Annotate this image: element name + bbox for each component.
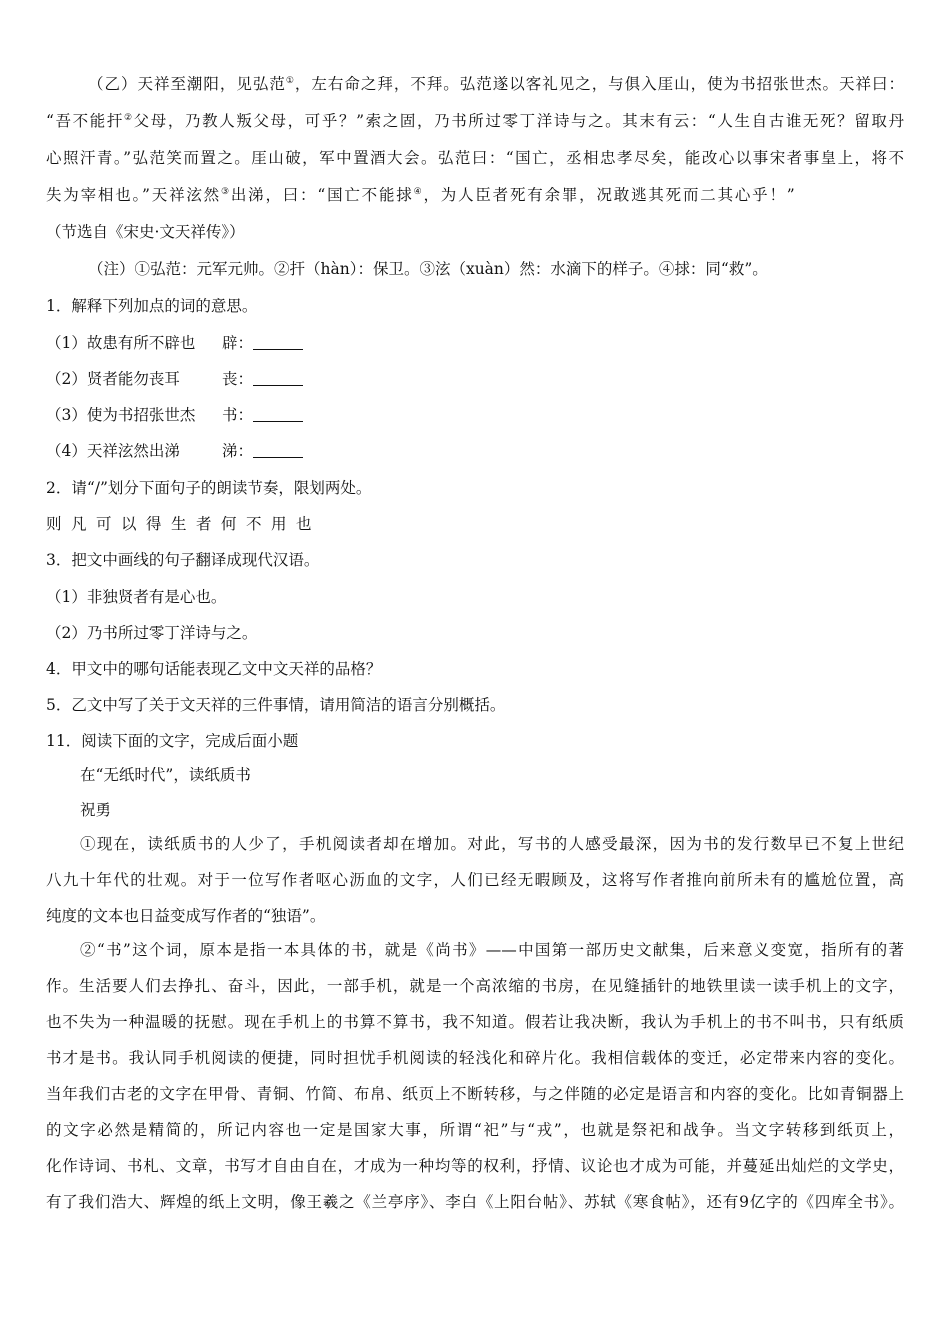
paragraph-1-line-3: 纯度的文本也日益变成写作者的“独语”。 [46, 907, 326, 925]
q1-sentence: （4）天祥泫然出涕 [46, 442, 180, 460]
passage-b-line-4 [46, 185, 797, 205]
q1-word: 书： [222, 406, 254, 424]
paragraph-2-line-4: 书才是书。我认同手机阅读的便捷，同时担忧手机阅读的轻浅化和碎片化。我相信载体的变迁，必定带来内容的变化。 [46, 1049, 904, 1067]
paragraph-2-line-3: 也不失为一种温暖的抚慰。现在手机上的书算不算书，我不知道。假若让我决断，我认为手机上的书不叫书，只有纸质 [46, 1013, 904, 1031]
footnote-mark: ③ [220, 187, 231, 197]
text-run: “吾不能扞 [46, 112, 124, 130]
question-3: 3．把文中画线的句子翻译成现代汉语。 [46, 551, 320, 569]
passage-b-line-1 [88, 74, 904, 94]
q1-sentence: （3）使为书招张世杰 [46, 406, 196, 424]
q1-sentence: （1）故患有所不辟也 [46, 334, 196, 352]
footnote-mark: ④ [413, 187, 424, 197]
answer-blank[interactable] [253, 335, 303, 350]
text-run: （乙）天祥至潮阳，见弘范 [88, 75, 286, 93]
question-2: 2．请“/”划分下面句子的朗读节奏，限划两处。 [46, 479, 372, 497]
q1-item-3 [46, 405, 303, 425]
text-run: 失为宰相也。”天祥泫然 [46, 186, 221, 204]
q1-word: 辟： [222, 334, 254, 352]
q3-item-2: （2）乃书所过零丁洋诗与之。 [46, 624, 258, 642]
q3-item-1: （1）非独贤者有是心也。 [46, 588, 227, 606]
q1-item-4 [46, 441, 303, 461]
answer-blank[interactable] [253, 407, 303, 422]
q1-item-1 [46, 333, 303, 353]
article-title: 在“无纸时代”，读纸质书 [80, 766, 251, 784]
article-author: 祝勇 [80, 801, 112, 819]
q1-word: 丧： [222, 370, 254, 388]
paragraph-1-line-2: 八九十年代的壮观。对于一位写作者呕心沥血的文字，人们已经无暇顾及，这将写作者推向前所未有的尴尬位置，高 [46, 871, 904, 889]
paragraph-2-line-8: 有了我们浩大、辉煌的纸上文明，像王羲之《兰亭序》、李白《上阳台帖》、苏轼《寒食帖》，还有9亿字的《四库全书》。 [46, 1193, 904, 1211]
paragraph-1-line-1: ①现在，读纸质书的人少了，手机阅读者却在增加。对此，写书的人感受最深，因为书的发行数早已不复上世纪 [80, 835, 904, 853]
paragraph-2-line-7: 化作诗词、书札、文章，书写才自由自在，才成为一种均等的权利，抒情、议论也才成为可能，并蔓延出灿烂的文学史， [46, 1157, 904, 1175]
text-run: ，左右命之拜，不拜。弘范遂以客礼见之，与俱入厓山，使为书招张世杰。天祥曰： [294, 75, 904, 93]
question-4: 4．甲文中的哪句话能表现乙文中文天祥的品格？ [46, 660, 382, 678]
footnote-mark: ② [123, 113, 134, 123]
footnote-mark: ① [285, 76, 295, 86]
passage-b-line-3: 心照汗青。”弘范笑而置之。厓山破，军中置酒大会。弘范曰：“国亡，丞相忠孝尽矣，能改心以事宋者事皇上，将不 [46, 149, 904, 167]
answer-blank[interactable] [253, 371, 303, 386]
paragraph-2-line-5: 当年我们古老的文字在甲骨、青铜、竹简、布帛、纸页上不断转移，与之伴随的必定是语言和内容的变化。比如青铜器上 [46, 1085, 904, 1103]
question-11: 11．阅读下面的文字，完成后面小题 [46, 732, 299, 750]
text-run: 出涕，曰：“国亡不能捄 [230, 186, 414, 204]
question-5: 5．乙文中写了关于文天祥的三件事情，请用简洁的语言分别概括。 [46, 696, 506, 714]
text-run: ，为人臣者死有余罪，况敢逃其死而二其心乎！” [423, 186, 797, 204]
q1-item-2 [46, 369, 303, 389]
text-run: 父母，乃教人叛父母，可乎？”索之固，乃书所过零丁洋诗与之。其末有云：“人生自古谁无死？留取丹 [133, 112, 904, 130]
paragraph-2-line-6: 的文字必然是精简的，所记内容也一定是国家大事，所谓“祀”与“戎”，也就是祭祀和战争。当文字转移到纸页上， [46, 1121, 904, 1139]
question-1: 1．解释下列加点的词的意思。 [46, 297, 258, 315]
paragraph-2-line-1: ②“书”这个词，原本是指一本具体的书，就是《尚书》——中国第一部历史文献集，后来意义变宽，指所有的著 [80, 941, 904, 959]
q2-sentence: 则凡可以得生者何不用也 [46, 515, 322, 533]
source-citation: （节选自《宋史·文天祥传》） [46, 223, 245, 241]
passage-b-line-2 [46, 111, 904, 131]
answer-blank[interactable] [253, 443, 303, 458]
q1-sentence: （2）贤者能勿丧耳 [46, 370, 180, 388]
q1-word: 涕： [222, 442, 254, 460]
annotation-note: （注）①弘范：元军元帅。②扞（hàn）：保卫。③泫（xuàn）然：水滴下的样子。④捄：同“救”。 [88, 260, 768, 278]
paragraph-2-line-2: 作。生活要人们去挣扎、奋斗，因此，一部手机，就是一个高浓缩的书房，在见缝插针的地铁里读一读手机上的文字， [46, 977, 904, 995]
